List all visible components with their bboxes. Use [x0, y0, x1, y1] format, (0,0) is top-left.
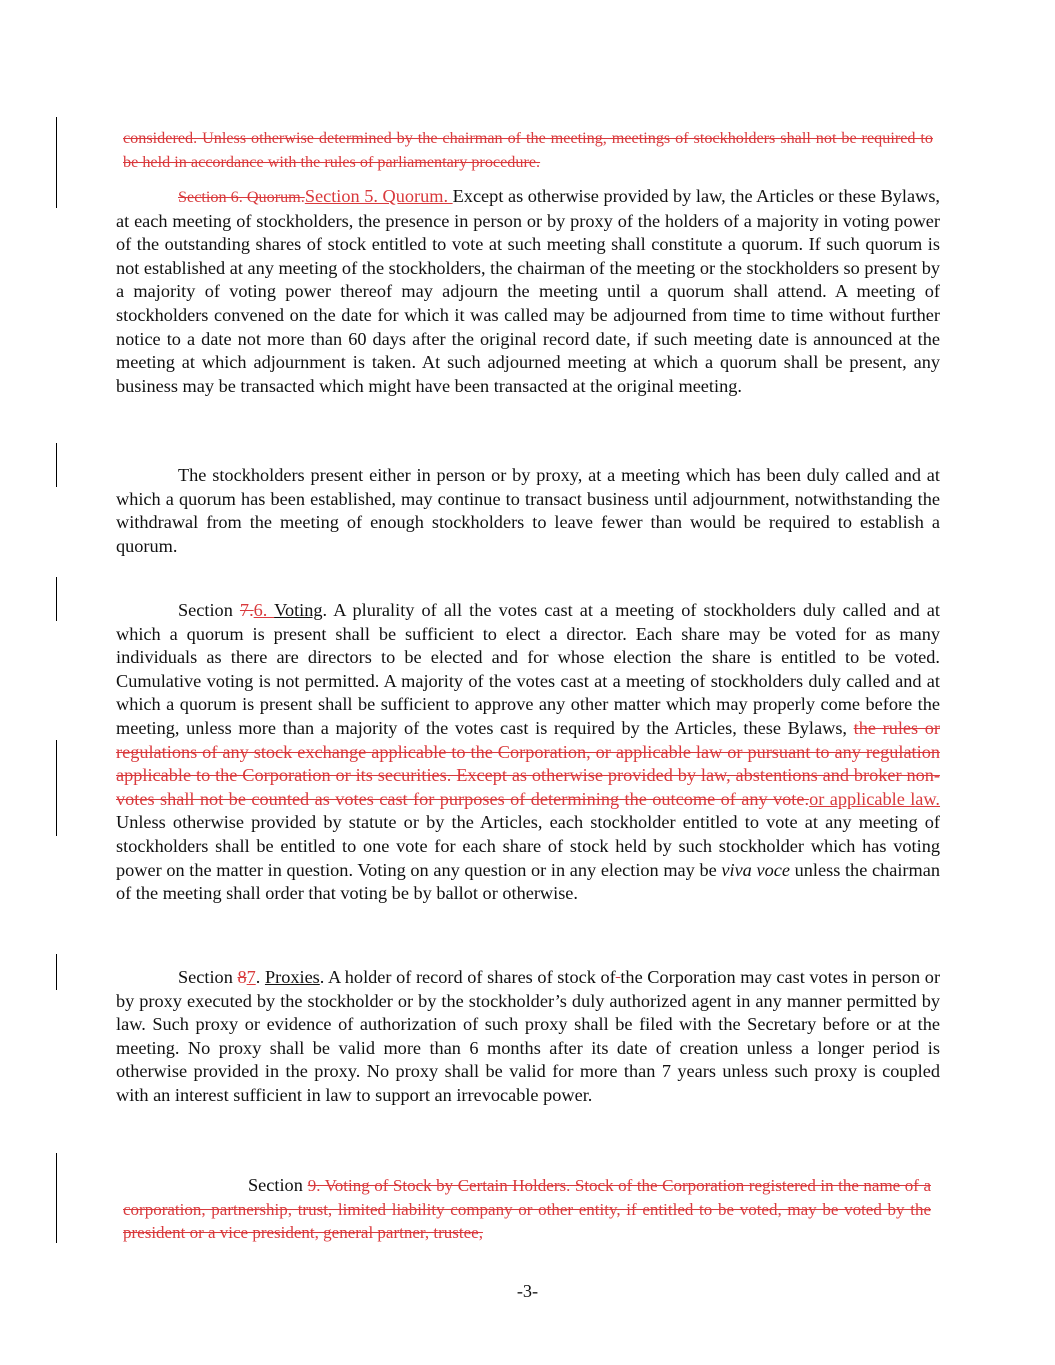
inserted-text: or applicable law.	[809, 788, 941, 809]
proxies-text-1: . A holder of record of shares	[319, 967, 538, 987]
section-label: Section	[248, 1175, 308, 1195]
change-bar	[56, 577, 57, 621]
deleted-heading: Section 6. Quorum.	[178, 188, 305, 206]
voting-paragraph	[116, 599, 940, 906]
change-bar	[56, 740, 57, 836]
inserted-heading: Section 5. Quorum.	[304, 186, 453, 206]
title-period: .	[322, 600, 328, 620]
section-title: Proxies	[264, 967, 320, 987]
change-bar	[56, 954, 57, 990]
quorum-text: Except as otherwise provided by law, the Articles or these Bylaws, at each meeting of stockholders, the presence in person or by proxy of the holders of a majority in voting power of the outstanding shares of stock entitled to vote at such meeting shall constitute a quorum. If such quorum is not established at any meeting of the stockholders, the chairman of the meeting or the stockholders so present by a majority of voting power thereof may adjourn the meeting until a quorum shall attend. A meeting of stockholders convened on the date for which it was called may be adjourned from time to time without further notice to a date not more than 60 days after the original record date, if such meeting date is announced at the meeting at which adjournment is taken. At such adjourned meeting at which a quorum shall be present, any business may be transacted which might have been transacted at the original meeting.	[116, 186, 940, 396]
inserted-number: 6.	[253, 600, 275, 620]
deleted-text: considered. Unless otherwise determined by the chairman of the meeting, meetings of stockholders shall not be required to be held in accordance with the rules of parliamentary procedure.	[123, 129, 933, 171]
inserted-number: 7	[246, 967, 256, 987]
proxies-text-2: of stock of	[537, 967, 616, 987]
section-proxies	[116, 966, 940, 1108]
section-title: Voting	[274, 600, 323, 620]
quorum-paragraph	[116, 185, 940, 398]
proxies-text-3: the Corporation may cast votes in person or by proxy executed by the stockholder or by the stockholder’s duly authorized agent in any manner permitted by law. Such proxy or evidence of authorization of such proxy shall be filed with the Secretary before or at the meeting. No proxy shall be valid more than 6 months after its date of creation unless a longer period is otherwise provided in the proxy. No proxy shall be valid for more than 7 years unless such proxy is coupled with an interest sufficient in law to support an irrevocable power.	[116, 967, 941, 1105]
change-bar	[56, 443, 57, 487]
voting-text-1: A plurality of all the votes cast at a meeting of stockholders duly called and at which a quorum is present shall be sufficient to elect a director. Each share may be voted for as many individuals as there are directors to be elected and for whose election the share is entitled to be voted. Cumulative voting is not permitted. A majority of the votes cast at a meeting of stockholders duly called and at which a quorum is present shall be sufficient to approve any other matter which may properly come before the meeting, unless more than a majority of the votes cast is required by the Articles, these Bylaws,	[116, 600, 941, 738]
deleted-text: the rules or regulations of any stock exchange applicable to the Corporation, or applicable law or pursuant to any regulation applicable to the Corporation or its securities. Except as otherwise provided by law, abstentions and broker non- votes shall not be counted as votes cast for purposes of determining the outcome of any vote.	[116, 717, 940, 809]
deleted-number: 8	[237, 967, 247, 987]
deleted-paragraph	[123, 126, 933, 174]
proxies-paragraph	[116, 966, 940, 1108]
italic-text: viva voce	[721, 859, 790, 880]
change-bar	[56, 1153, 57, 1243]
section-voting-of-stock	[123, 1174, 931, 1245]
voting-text-2: Unless otherwise provided by statute or by the Articles, each stockholder entitled to vote at any meeting of stockholders shall be entitled to one vote for each share of stock held by such stockholder which has voting power on the matter in question. Voting on any question or in any election may be	[116, 812, 940, 880]
section-label: Section	[178, 600, 240, 620]
page-number: -3-	[516, 1281, 539, 1301]
change-bar	[56, 117, 57, 208]
deleted-text: 9. Voting of Stock by Certain Holders. Stock of the Corporation registered in the name of a corporation, partnership, trust, limited liability company or other entity, if entitled to be voted, may be voted by the president or a vice president, general partner, trustee,	[123, 1176, 931, 1243]
section-quorum	[116, 185, 940, 398]
section-voting	[116, 599, 940, 906]
title-period: .	[255, 967, 265, 987]
deleted-number: 7.	[239, 600, 254, 620]
section-label: Section	[178, 967, 238, 987]
stockholders-present-paragraph	[116, 464, 940, 558]
voting-of-stock-paragraph	[123, 1174, 931, 1245]
paragraph-text: The stockholders present either in person or by proxy, at a meeting which has been duly called and at which a quorum has been established, may continue to transact business until adjournment, notwithstanding the withdrawal from the meeting of enough stockholders to leave fewer than would be required to establish a quorum.	[116, 465, 940, 556]
voting-text-3: unless the chairman of the meeting shall order that voting be by ballot or otherwise.	[116, 859, 940, 904]
